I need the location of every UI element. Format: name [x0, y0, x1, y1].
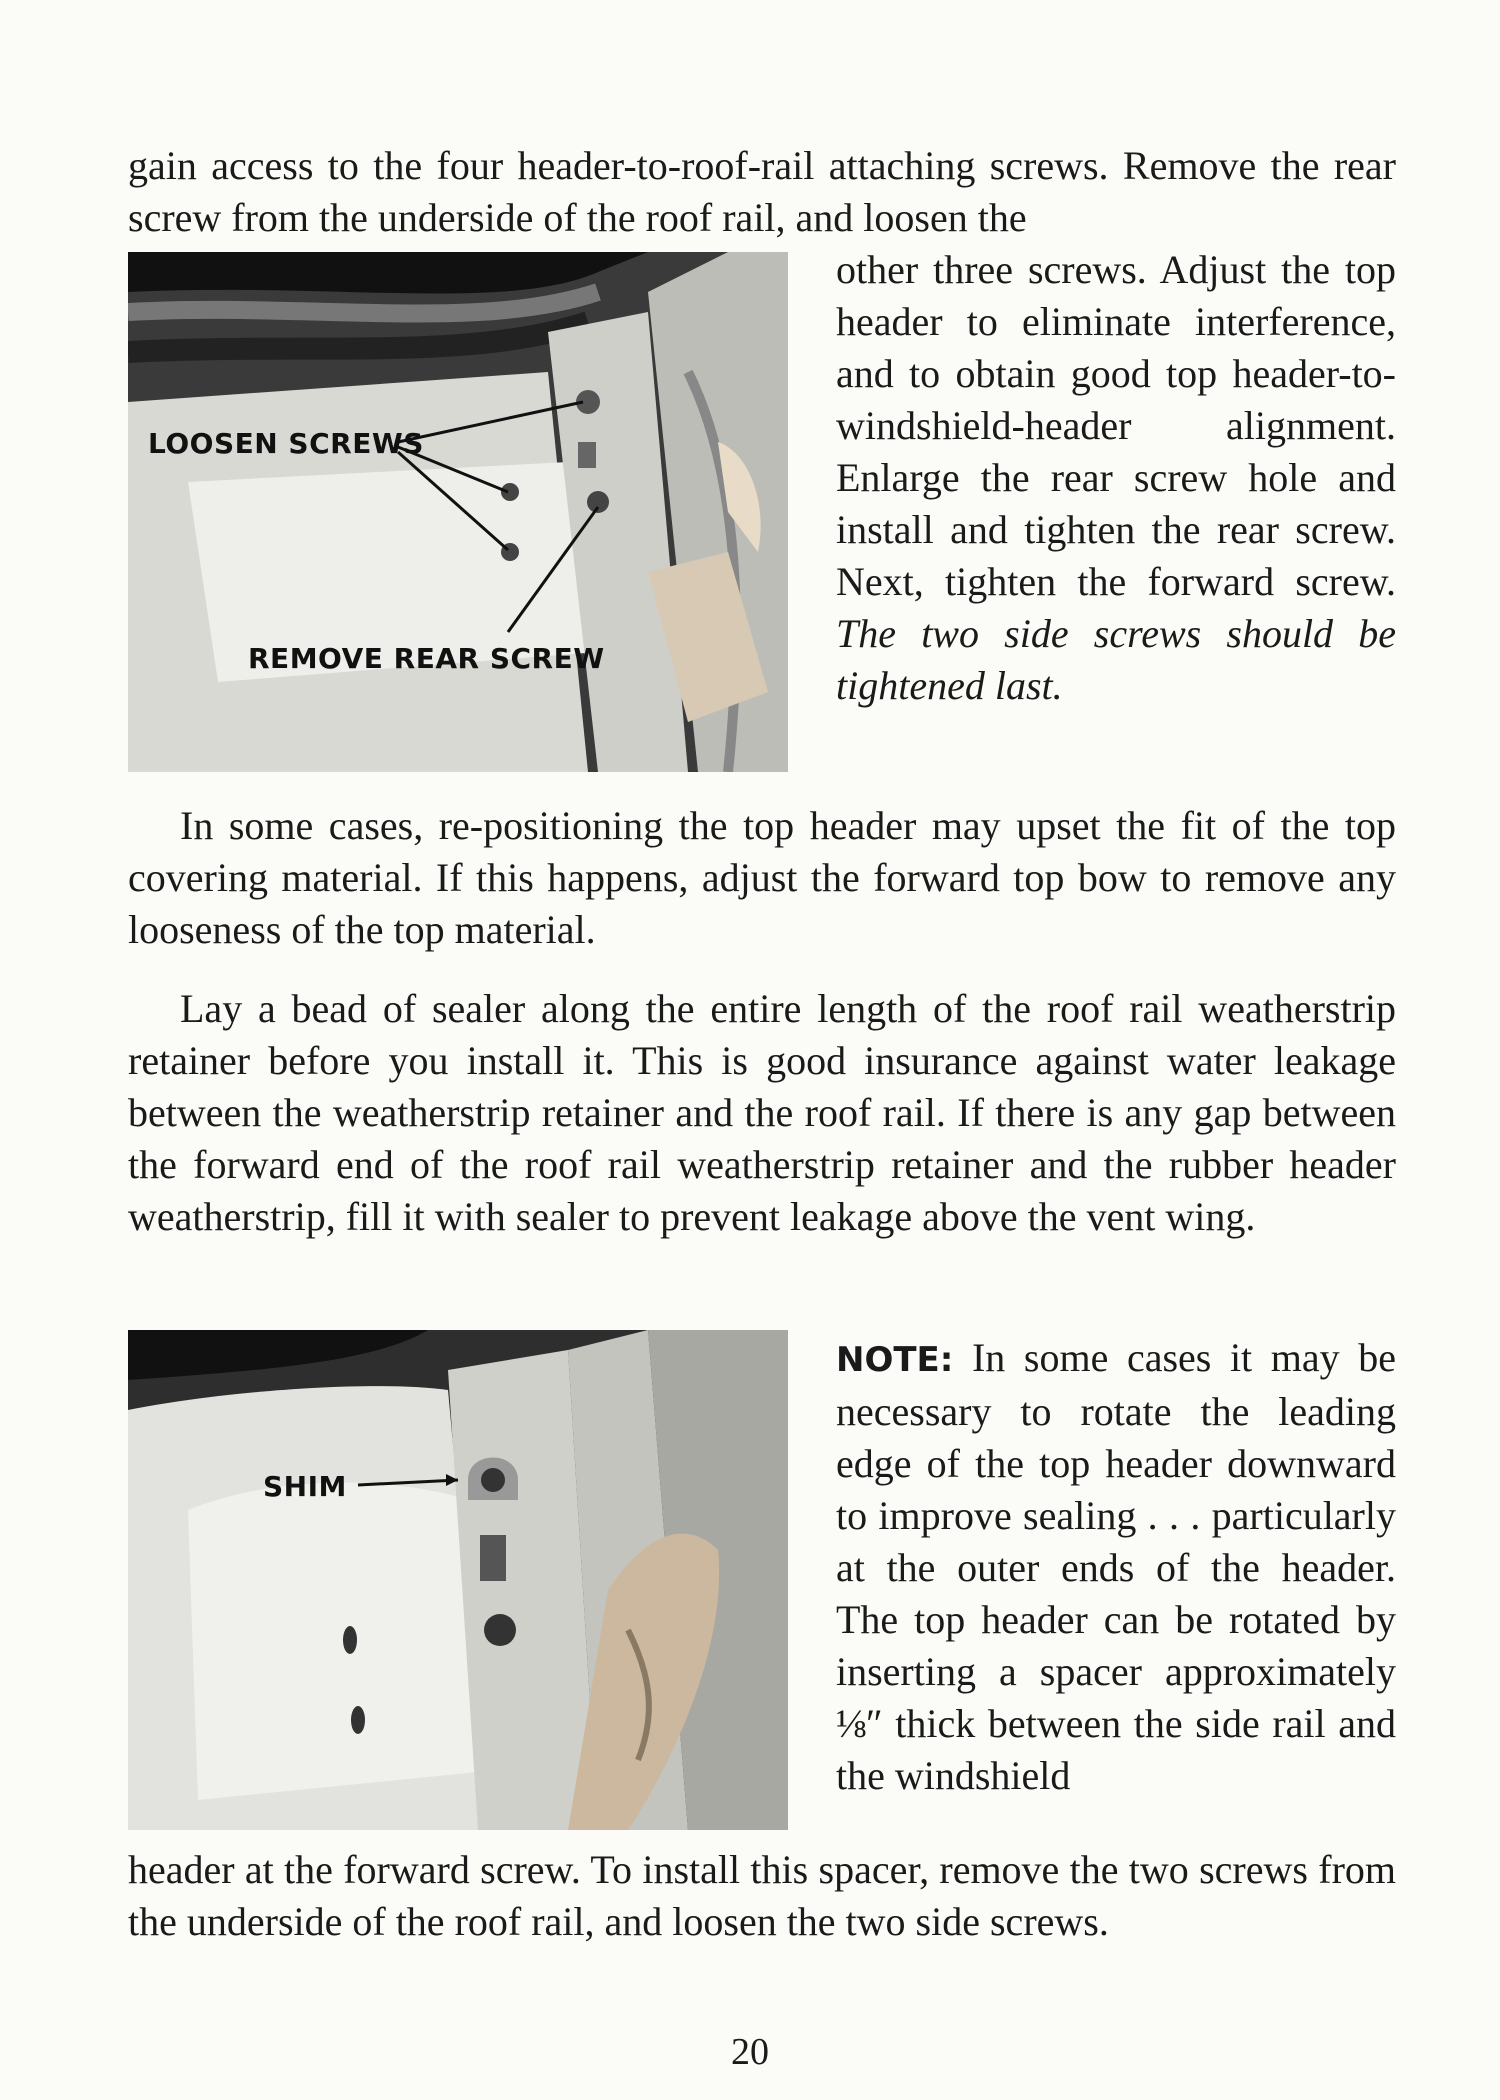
page-number: 20	[731, 2031, 769, 2073]
label-loosen-screws: LOOSEN SCREWS	[148, 427, 424, 460]
note-tail-paragraph: header at the forward screw. To install this spacer, remove the two screws from the underside of the roof rail, and loosen the two side screws.	[128, 1847, 1396, 1944]
paragraph-sealer: Lay a bead of sealer along the entire length of the roof rail weatherstrip retainer before you install it. This is good insurance against water leakage between the weatherstrip retainer and the roof rail. If there is any gap between the forward end of the roof rail weatherstrip retainer and the rubber header weatherstrip, fill it with sealer to prevent leakage above the vent wing.	[128, 986, 1396, 1239]
figure1-photo	[128, 252, 788, 772]
figure2-photo	[128, 1330, 788, 1830]
note-text	[836, 1332, 1396, 1802]
side-text-1-body: other three screws. Adjust the top header to eliminate interference, and to obtain good top header-to-windshield-header alignment. Enlarge the rear screw hole and install and tighten the rear screw. Next, tighten the forward screw.	[836, 247, 1396, 604]
figure-shim	[128, 1330, 788, 1830]
side-text-1-italic: The two side screws should be tightened last.	[836, 611, 1396, 708]
figure-loosen-remove-screws	[128, 252, 788, 772]
note-body: In some cases it may be necessary to rotate the leading edge of the top header downward to improve sealing . . . particularly at the outer ends of the header. The top header can be rotated by inserting a spacer approximately ⅛″ thick between the side rail and the windshield	[836, 1335, 1397, 1798]
side-text-1	[836, 244, 1396, 712]
paragraph-refit: In some cases, re-positioning the top header may upset the fit of the top covering material. If this happens, adjust the forward top bow to remove any looseness of the top material.	[128, 803, 1396, 952]
label-remove-rear-screw: REMOVE REAR SCREW	[248, 642, 605, 675]
note-label: NOTE:	[836, 1340, 954, 1380]
label-shim: SHIM	[263, 1470, 347, 1503]
intro-paragraph: gain access to the four header-to-roof-rail attaching screws. Remove the rear screw from the underside of the roof rail, and loosen the	[128, 143, 1396, 240]
